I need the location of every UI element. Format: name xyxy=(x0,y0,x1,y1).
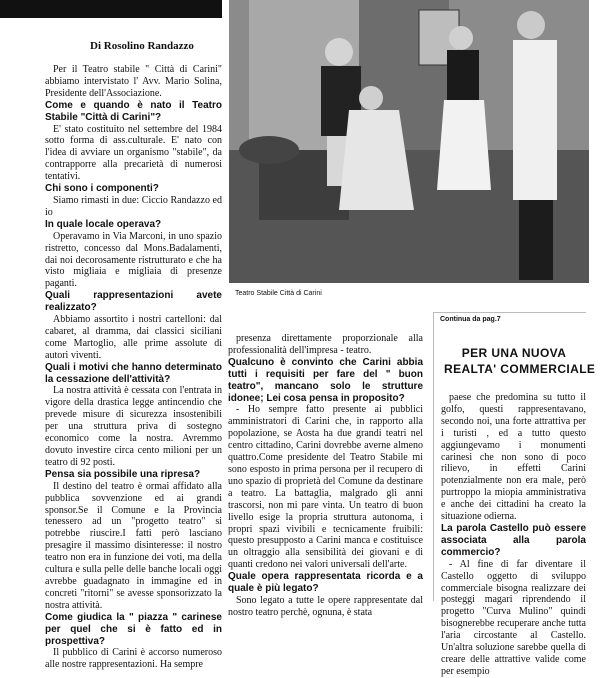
article-column-2 xyxy=(228,333,423,619)
byline: Di Rosolino Randazzo xyxy=(90,40,194,52)
article-column-1 xyxy=(45,64,222,671)
interview-question: Come giudica la " piazza " carinese per quel che si è fatto ed in prospettiva? xyxy=(45,611,222,647)
interview-question: Quale opera rappresentata ricorda e a quale è più legato? xyxy=(228,571,423,595)
interview-answer: Abbiamo assortito i nostri cartelloni: dal cabaret, al dramma, dai classici siciliani come Martoglio, alle prime assolute di autori viventi. xyxy=(45,314,222,361)
interview-answer: Sono legato a tutte le opere rappresentate dal nostro teatro perchè, ognuna, è stata xyxy=(228,594,423,618)
interview-answer: presenza direttamente proporzionale alla professionalità dell'impresa - teatro. xyxy=(228,333,423,356)
interview-answer: La nostra attività è cessata con l'entrata in vigore della drastica legge antincendio che prevede misure di sicurezza insostenibili per una struttura priva di sostegno economico come la nostra. Avremmo dovuto investire circa cento milioni per un teatro di 92 posti. xyxy=(45,385,222,468)
interview-question: Chi sono i componenti? xyxy=(45,183,159,195)
header-black-band xyxy=(0,0,222,18)
interview-answer: Operavamo in Via Marconi, in uno spazio ristretto, concesso dal Mons.Badalamenti, dai noi decorosamente ristrutturato e che ha visto migliaia e migliaia di presenze paganti. xyxy=(45,230,222,290)
interview-answer: - Al fine di far diventare il Castello oggetto di sviluppo commerciale bisogna realizzare dei posteggi magari riprendendo il progetto "Curva Mulino" quindi bisognerebbe recuperare anche tutta l'aria circostante al Castello. Un'altra soluzione sarebbe quella di creare delle attrattive valide come per esempio xyxy=(441,558,586,677)
interview-question: Qualcuno è convinto che Carini abbia tutti i requisiti per fare del " buon teatro", mancano solo le strutture idonee; Lei cosa pensa in proposito? xyxy=(228,356,423,404)
continued-from-label: Continua da pag.7 xyxy=(440,316,501,323)
theatre-scene-photo xyxy=(229,0,589,283)
interview-answer: E' stato costituito nel settembre del 1984 sotto forma di ass.culturale. E' nato con l'idea di avviare un organismo "stabile", da contrapporre alla precarietà di numerosi tentativi. xyxy=(45,123,222,183)
sidebar-headline xyxy=(444,345,596,377)
interview-question: Pensa sia possibile una ripresa? xyxy=(45,468,201,480)
interview-answer: Siamo rimasti in due: Ciccio Randazzo ed io xyxy=(45,194,222,218)
interview-question: Quali rappresentazioni avete realizzato? xyxy=(45,290,222,314)
article-column-3 xyxy=(441,392,586,678)
interview-question: Quali i motivi che hanno determinato la cessazione dell'attività? xyxy=(45,361,222,385)
interview-answer: Per il Teatro stabile " Città di Carini" abbiamo intervistato l' Avv. Mario Solina, Presidente dell'Associazione. xyxy=(45,64,222,99)
interview-answer: Il destino del teatro è ormai affidato alla pubblica sovvenzione ed ai grandi sponsor.Se il Comune e la Provincia tenessero ad un "progetto teatro" si potrebbe riuscire.I fatti però lasciano presagire il massimo disinteresse: il nostro teatro non era in funzione dei voti, ma della cultura e sulla pelle delle banche locali oggi avrebbe guadagnato in immagine ed in concreti "ritorni" se avesse sponsorizzato la nostra attività. xyxy=(45,480,222,611)
headline-line-1: PER UNA NUOVA xyxy=(461,346,567,360)
photo-caption: Teatro Stabile Città di Carini xyxy=(235,290,322,297)
interview-answer: paese che predomina su tutto il golfo, questi rappresentavano, secondo noi, una forte attrattiva per i turisti , ed a tutto questo aggiungevamo i monumenti carinesi che non sono di poco rilievo, in effetti Carini potenzialmente non era male, però purtroppo la miopia amministrativa e anche dei cittadini ha creato la situazione odierna. xyxy=(441,392,586,523)
headline-line-2: REALTA' COMMERCIALE xyxy=(444,362,596,376)
interview-question: Come e quando è nato il Teatro Stabile "Città di Carini"? xyxy=(45,99,222,123)
photo-illustration xyxy=(229,0,589,283)
interview-answer: - Ho sempre fatto presente ai pubblici amministratori di Carini che, in rapporto alla popolazione, se Aosta ha due grandi teatri nel centro cittadino, Carini dovrebbe averne almeno quattro.Come presidente del Teatro Stabile mi sono esposto in prima persona per il recupero di uno spazio di proprietà del Comune da destinare a teatro. La battaglia, malgrado gli anni trascorsi, non mi pare vinta. Un teatro di buon livello esige la propria struttura autonoma, i propri spazi vivibili e tecnicamente fruibili: questo presupposto a Carini manca e costituisce un oltraggio alla sensibilità dei giovani e di quanti credono nei valori universali dell'arte. xyxy=(228,404,423,571)
interview-question: La parola Castello può essere associata alla parola commercio? xyxy=(441,522,586,558)
interview-answer: Il pubblico di Carini è accorso numeroso alle nostre rappresentazioni. Ha sempre xyxy=(45,647,222,671)
interview-question: In quale locale operava? xyxy=(45,218,162,230)
